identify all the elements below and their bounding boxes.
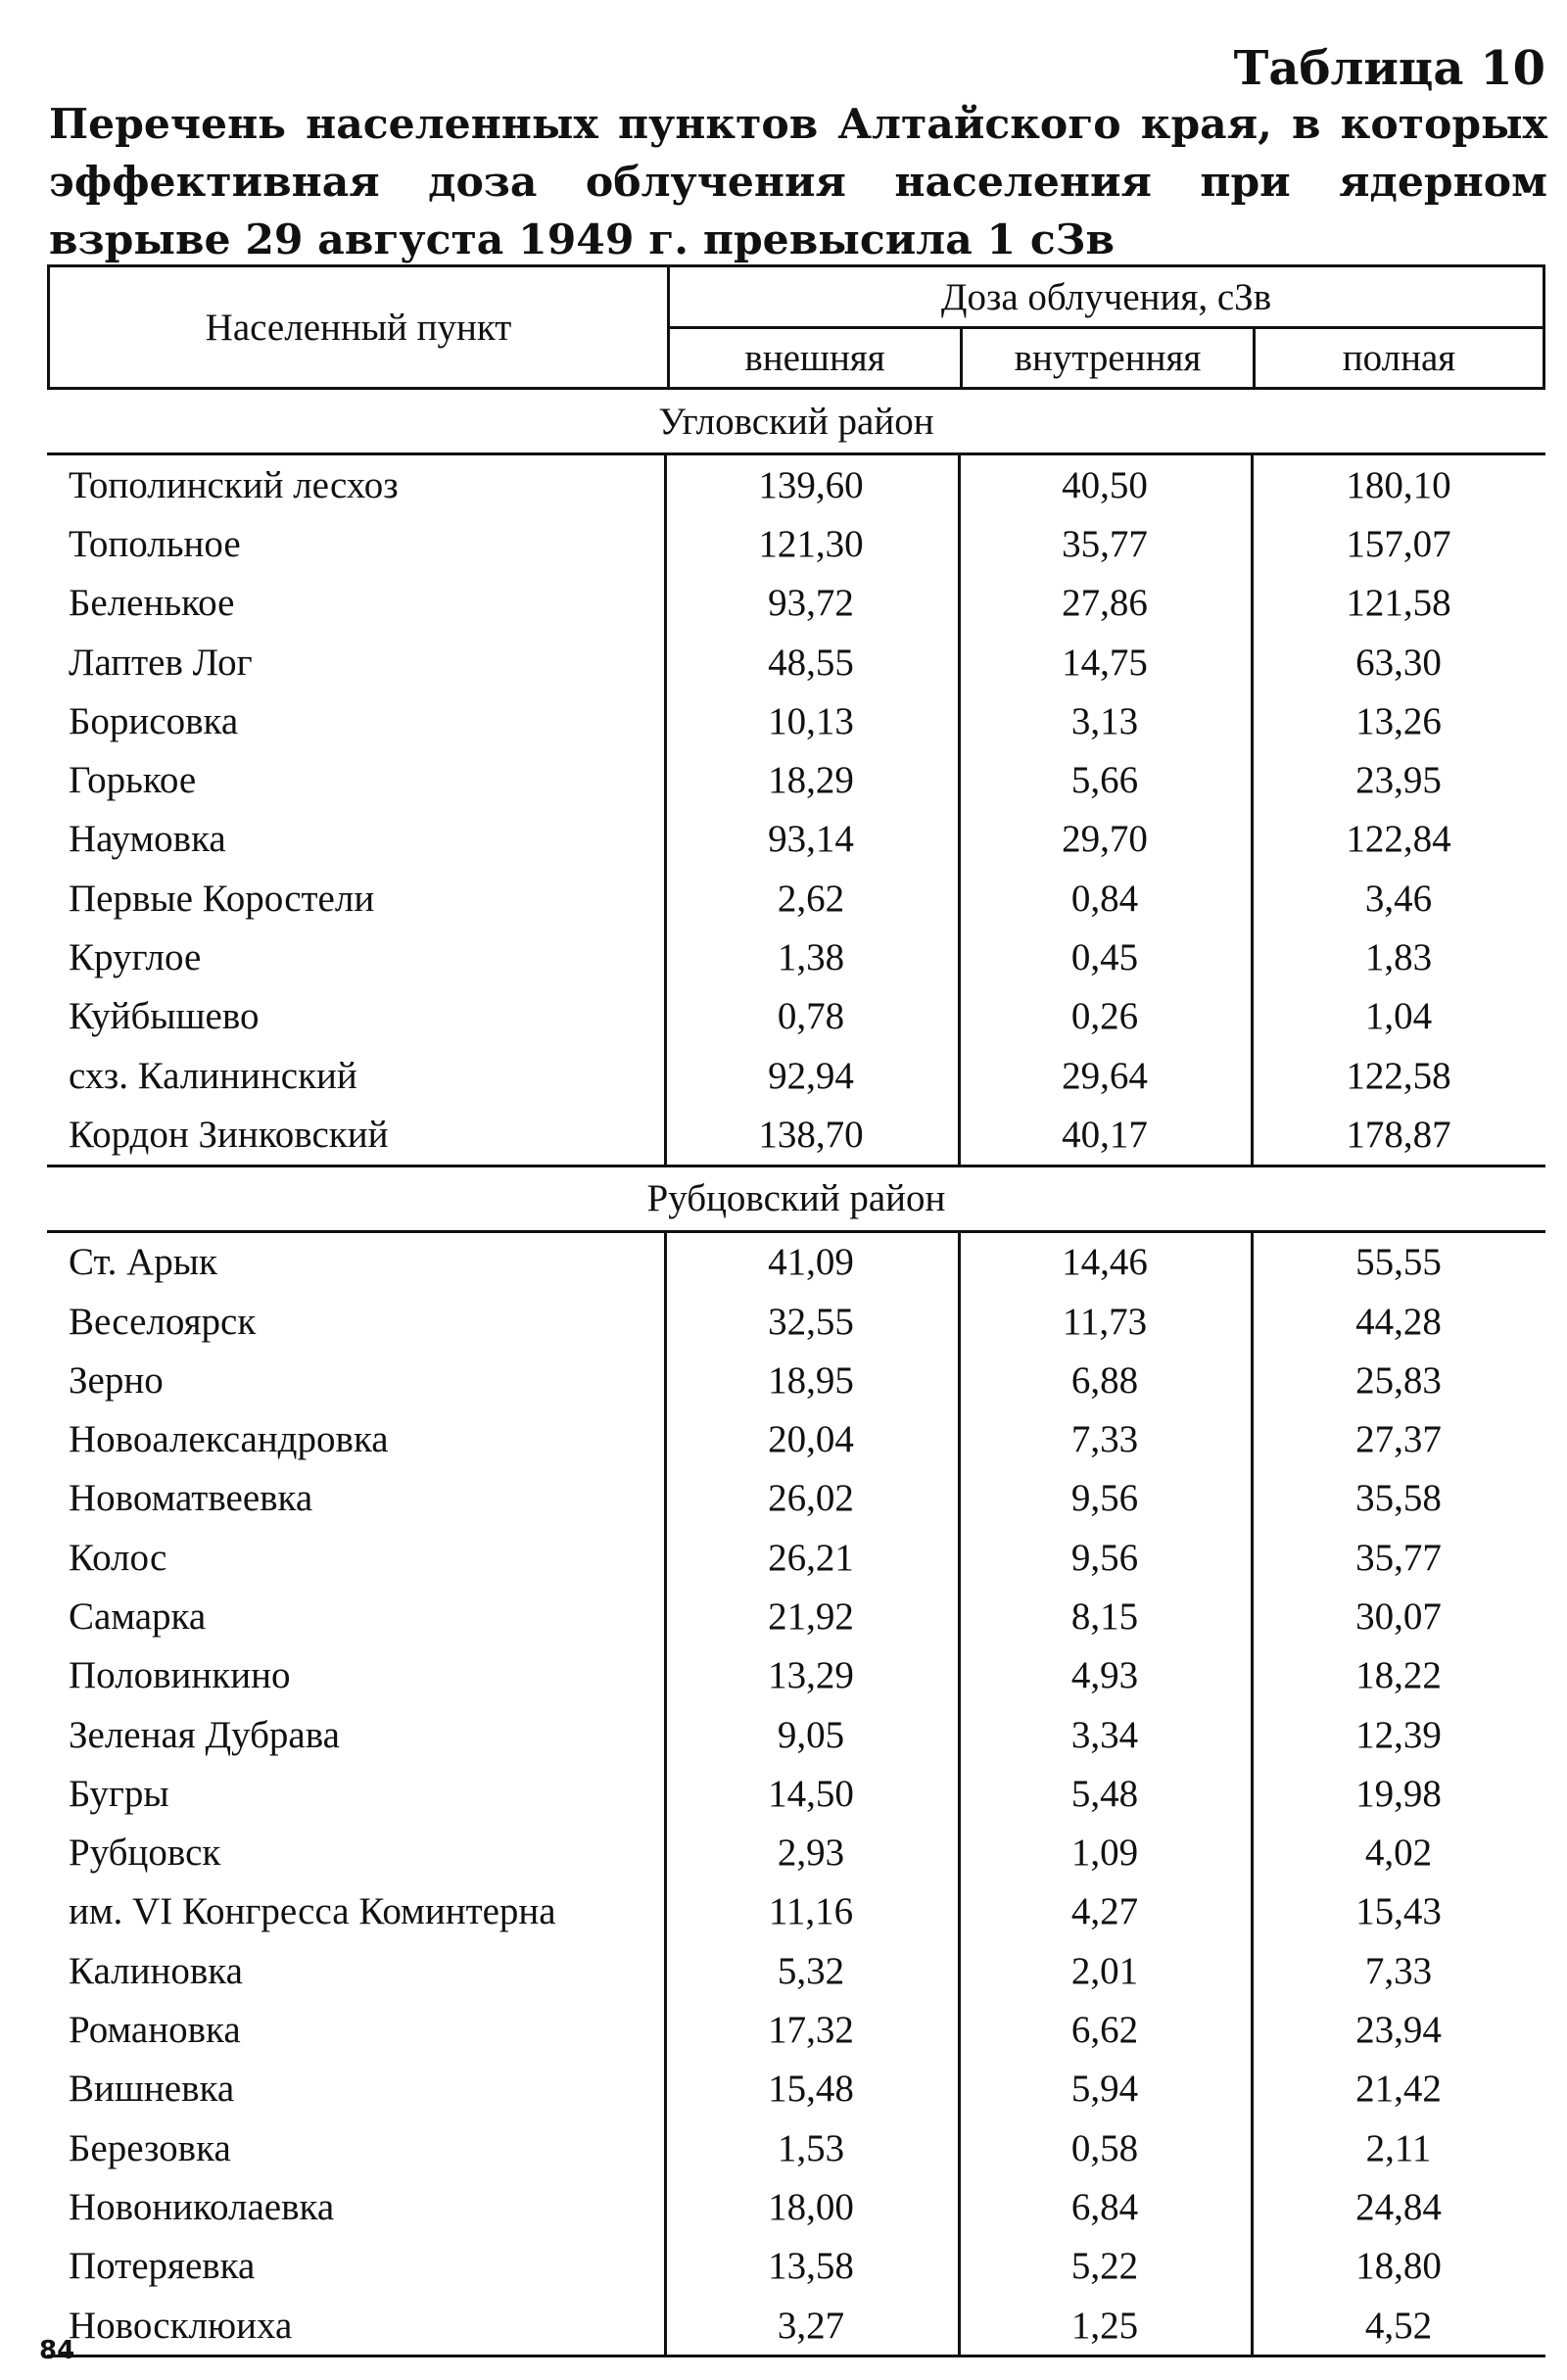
- total-dose: 4,52: [1364, 2304, 1433, 2347]
- table-row: [47, 1469, 1545, 1528]
- internal-dose: 0,84: [1070, 877, 1139, 920]
- table-row: [47, 1824, 1545, 1882]
- internal-dose: 5,66: [1070, 759, 1139, 802]
- table-label: Таблица 10: [1233, 41, 1545, 96]
- table-row: [47, 1292, 1545, 1351]
- internal-dose: 1,09: [1070, 1832, 1139, 1875]
- district-rows-uglovsky: [47, 455, 1545, 1167]
- settlement-name: Калиновка: [69, 1949, 243, 1992]
- table-row: [47, 2000, 1545, 2059]
- table-row: [47, 1764, 1545, 1823]
- settlement-name: Наумовка: [69, 818, 226, 861]
- total-dose: 25,83: [1355, 1358, 1442, 1402]
- settlement-name: Беленькое: [69, 582, 235, 625]
- total-dose: 3,46: [1364, 877, 1433, 920]
- external-dose: 93,14: [768, 818, 854, 861]
- settlement-name: Рубцовск: [69, 1832, 221, 1875]
- table-row: [47, 1233, 1545, 1292]
- settlement-name: схз. Калининский: [69, 1054, 357, 1097]
- table-row: [47, 1646, 1545, 1705]
- table-row: [47, 2118, 1545, 2177]
- table-row: [47, 1046, 1545, 1105]
- settlement-name: Зеленая Дубрава: [69, 1713, 340, 1756]
- total-dose: 157,07: [1346, 522, 1451, 565]
- total-dose: 122,84: [1346, 818, 1451, 861]
- internal-dose: 27,86: [1062, 582, 1148, 625]
- settlement-name: Потеряевка: [69, 2245, 256, 2288]
- total-dose: 122,58: [1346, 1054, 1451, 1097]
- settlement-name: Лаптев Лог: [69, 641, 253, 684]
- table-row: [47, 1409, 1545, 1468]
- external-dose: 48,55: [768, 641, 854, 684]
- settlement-name: Веселоярск: [69, 1300, 257, 1343]
- settlement-name: Бугры: [69, 1772, 169, 1815]
- internal-dose: 6,88: [1070, 1358, 1139, 1402]
- external-dose: 17,32: [768, 2009, 854, 2052]
- external-dose: 0,78: [777, 995, 845, 1038]
- total-dose: 55,55: [1355, 1241, 1442, 1284]
- settlement-name: Березовка: [69, 2126, 231, 2169]
- external-dose: 10,13: [768, 699, 854, 742]
- table-row: [47, 1941, 1545, 2000]
- settlement-name: Новоалександровка: [69, 1418, 389, 1461]
- internal-dose: 5,22: [1070, 2245, 1139, 2288]
- total-dose: 18,80: [1355, 2245, 1442, 2288]
- internal-dose: 9,56: [1070, 1536, 1139, 1579]
- district-rows-rubtsovsky: [47, 1233, 1545, 2358]
- settlement-name: Вишневка: [69, 2068, 235, 2111]
- table-row: [47, 869, 1545, 928]
- internal-dose: 14,46: [1062, 1241, 1148, 1284]
- table-row: [47, 574, 1545, 633]
- total-dose: 24,84: [1355, 2185, 1442, 2228]
- dose-table: [47, 264, 1545, 2357]
- internal-dose: 14,75: [1062, 641, 1148, 684]
- internal-dose: 4,27: [1070, 1890, 1139, 1933]
- settlement-name: Самарка: [69, 1595, 207, 1638]
- header-dose: Доза облучения, сЗв: [670, 267, 1543, 329]
- settlement-name: им. VI Конгресса Коминтерна: [69, 1890, 556, 1933]
- internal-dose: 0,58: [1070, 2126, 1139, 2169]
- table-row: [47, 1587, 1545, 1645]
- internal-dose: 40,17: [1062, 1113, 1148, 1156]
- internal-dose: 7,33: [1070, 1418, 1139, 1461]
- table-row: [47, 2296, 1545, 2355]
- total-dose: 121,58: [1346, 582, 1451, 625]
- internal-dose: 11,73: [1062, 1300, 1148, 1343]
- table-row: [47, 514, 1545, 573]
- table-row: [47, 928, 1545, 986]
- internal-dose: 0,26: [1070, 995, 1139, 1038]
- settlement-name: Кордон Зинковский: [69, 1113, 389, 1156]
- external-dose: 2,93: [777, 1832, 845, 1875]
- external-dose: 2,62: [777, 877, 845, 920]
- external-dose: 20,04: [768, 1418, 854, 1461]
- table-row: [47, 2060, 1545, 2118]
- settlement-name: Горькое: [69, 759, 197, 802]
- settlement-name: Куйбышево: [69, 995, 260, 1038]
- external-dose: 14,50: [768, 1772, 854, 1815]
- total-dose: 30,07: [1355, 1595, 1442, 1638]
- table-row: [47, 987, 1545, 1046]
- external-dose: 92,94: [768, 1054, 854, 1097]
- settlement-name: Первые Коростели: [69, 877, 375, 920]
- external-dose: 3,27: [777, 2304, 845, 2347]
- internal-dose: 6,84: [1070, 2185, 1139, 2228]
- external-dose: 32,55: [768, 1300, 854, 1343]
- internal-dose: 0,45: [1070, 936, 1139, 979]
- page-number: 84: [39, 2336, 75, 2365]
- header-internal: внутренняя: [963, 329, 1256, 387]
- total-dose: 63,30: [1355, 641, 1442, 684]
- external-dose: 9,05: [777, 1713, 845, 1756]
- total-dose: 27,37: [1355, 1418, 1442, 1461]
- total-dose: 23,95: [1355, 759, 1442, 802]
- settlement-name: Ст. Арык: [69, 1241, 217, 1284]
- table-row: [47, 1105, 1545, 1164]
- total-dose: 178,87: [1346, 1113, 1451, 1156]
- table-title: Перечень населенных пунктов Алтайского края, в которых эффективная доза облучения населения при ядерном взрыве 29 августа 1949 г. превысила 1 сЗв: [49, 100, 1547, 264]
- internal-dose: 2,01: [1070, 1949, 1139, 1992]
- table-row: [47, 455, 1545, 514]
- settlement-name: Борисовка: [69, 699, 239, 742]
- external-dose: 13,29: [768, 1654, 854, 1697]
- internal-dose: 5,48: [1070, 1772, 1139, 1815]
- external-dose: 93,72: [768, 582, 854, 625]
- external-dose: 41,09: [768, 1241, 854, 1284]
- table-row: [47, 1882, 1545, 1941]
- total-dose: 180,10: [1346, 463, 1451, 506]
- table-row: [47, 1705, 1545, 1764]
- header-settlement: Населенный пункт: [50, 267, 670, 387]
- total-dose: 1,83: [1364, 936, 1433, 979]
- table-row: [47, 2177, 1545, 2236]
- header-total: полная: [1342, 337, 1456, 379]
- external-dose: 13,58: [768, 2245, 854, 2288]
- total-dose: 35,77: [1355, 1536, 1442, 1579]
- external-dose: 121,30: [758, 522, 864, 565]
- external-dose: 139,60: [758, 463, 864, 506]
- settlement-name: Новосклюиха: [69, 2304, 293, 2347]
- external-dose: 26,21: [768, 1536, 854, 1579]
- settlement-name: Романовка: [69, 2009, 241, 2052]
- external-dose: 21,92: [768, 1595, 854, 1638]
- internal-dose: 40,50: [1062, 463, 1148, 506]
- table-row: [47, 810, 1545, 869]
- total-dose: 15,43: [1355, 1890, 1442, 1933]
- external-dose: 1,38: [777, 936, 845, 979]
- total-dose: 21,42: [1355, 2068, 1442, 2111]
- header-external: внешняя: [670, 329, 963, 387]
- settlement-name: Новоматвеевка: [69, 1477, 313, 1520]
- settlement-name: Топольное: [69, 522, 241, 565]
- total-dose: 44,28: [1355, 1300, 1442, 1343]
- internal-dose: 35,77: [1062, 522, 1148, 565]
- internal-dose: 5,94: [1070, 2068, 1139, 2111]
- settlement-name: Новониколаевка: [69, 2185, 335, 2228]
- total-dose: 12,39: [1355, 1713, 1442, 1756]
- external-dose: 18,95: [768, 1358, 854, 1402]
- district-heading-uglovsky: Угловский район: [47, 390, 1545, 455]
- internal-dose: 29,64: [1062, 1054, 1148, 1097]
- external-dose: 15,48: [768, 2068, 854, 2111]
- internal-dose: 1,25: [1070, 2304, 1139, 2347]
- total-dose: 13,26: [1355, 699, 1442, 742]
- external-dose: 138,70: [758, 1113, 864, 1156]
- total-dose: 19,98: [1355, 1772, 1442, 1815]
- district-heading-rubtsovsky: Рубцовский район: [47, 1167, 1545, 1233]
- internal-dose: 6,62: [1070, 2009, 1139, 2052]
- settlement-name: Круглое: [69, 936, 202, 979]
- total-dose: 2,11: [1365, 2126, 1432, 2169]
- total-dose: 4,02: [1364, 1832, 1433, 1875]
- internal-dose: 4,93: [1070, 1654, 1139, 1697]
- external-dose: 11,16: [768, 1890, 854, 1933]
- external-dose: 18,00: [768, 2185, 854, 2228]
- settlement-name: Половинкино: [69, 1654, 291, 1697]
- internal-dose: 3,34: [1070, 1713, 1139, 1756]
- external-dose: 5,32: [777, 1949, 845, 1992]
- table-row: [47, 633, 1545, 691]
- total-dose: 35,58: [1355, 1477, 1442, 1520]
- internal-dose: 3,13: [1070, 699, 1139, 742]
- internal-dose: 9,56: [1070, 1477, 1139, 1520]
- internal-dose: 8,15: [1070, 1595, 1139, 1638]
- table-header: [47, 264, 1545, 390]
- table-row: [47, 1528, 1545, 1587]
- settlement-name: Зерно: [69, 1358, 164, 1402]
- external-dose: 26,02: [768, 1477, 854, 1520]
- table-row: [47, 691, 1545, 750]
- total-dose: 1,04: [1364, 995, 1433, 1038]
- total-dose: 7,33: [1364, 1949, 1433, 1992]
- external-dose: 18,29: [768, 759, 854, 802]
- total-dose: 18,22: [1355, 1654, 1442, 1697]
- table-row: [47, 750, 1545, 809]
- settlement-name: Тополинский лесхоз: [69, 463, 399, 506]
- external-dose: 1,53: [777, 2126, 845, 2169]
- table-row: [47, 2237, 1545, 2296]
- settlement-name: Колос: [69, 1536, 167, 1579]
- table-row: [47, 1351, 1545, 1409]
- internal-dose: 29,70: [1062, 818, 1148, 861]
- total-dose: 23,94: [1355, 2009, 1442, 2052]
